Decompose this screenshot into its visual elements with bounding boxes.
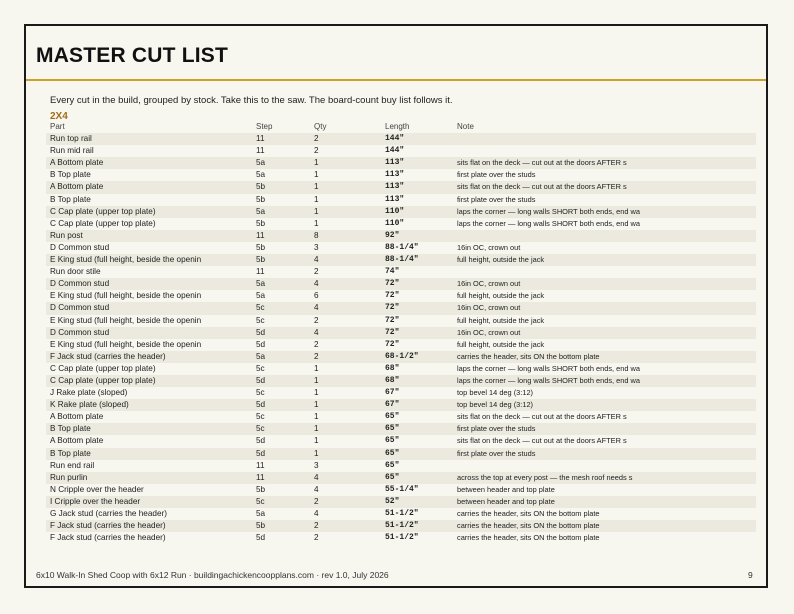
- cell-length: 72": [385, 279, 400, 289]
- cell-qty: 1: [314, 218, 319, 228]
- cell-step: 5d: [256, 327, 266, 337]
- cell-length: 113": [385, 194, 405, 204]
- cell-part: C Cap plate (upper top plate): [50, 363, 156, 373]
- cell-length: 72": [385, 327, 400, 337]
- cell-note: sits flat on the deck — cut out at the doors AFTER s: [457, 436, 627, 446]
- cell-step: 11: [256, 146, 265, 156]
- cell-length: 51-1/2": [385, 521, 419, 531]
- cell-step: 5a: [256, 509, 266, 518]
- cell-length: 65": [385, 460, 400, 470]
- cell-length: 110": [385, 218, 405, 228]
- cell-note: first plate over the studs: [457, 424, 536, 434]
- cell-note: carries the header, sits ON the bottom plate: [457, 351, 600, 361]
- cell-note: top bevel 14 deg (3:12): [457, 400, 534, 410]
- table-header-row: [46, 121, 756, 133]
- cell-qty: 4: [314, 279, 319, 289]
- cell-qty: 2: [314, 496, 319, 506]
- table-row: [46, 169, 756, 181]
- table-row: [46, 460, 756, 472]
- table-row: [46, 399, 756, 411]
- cell-part: B Top plate: [50, 170, 91, 180]
- cell-note: full height, outside the jack: [457, 315, 545, 325]
- cell-qty: 3: [314, 242, 319, 252]
- title-rule: [26, 79, 766, 81]
- cell-part: A Bottom plate: [50, 436, 104, 446]
- cell-step: 5d: [256, 448, 266, 458]
- cell-part: C Cap plate (upper top plate): [50, 206, 156, 216]
- column-header-step: Step: [256, 122, 273, 131]
- cell-qty: 2: [314, 315, 319, 325]
- cell-length: 51-1/2": [385, 509, 419, 518]
- cell-length: 72": [385, 339, 400, 349]
- table-row: [46, 254, 756, 266]
- cell-length: 65": [385, 436, 400, 446]
- cell-part: F Jack stud (carries the header): [50, 521, 166, 531]
- cell-part: E King stud (full height, beside the openin: [50, 315, 202, 325]
- table-row: [46, 411, 756, 423]
- cell-step: 5a: [256, 279, 266, 289]
- cell-step: 5c: [256, 424, 265, 434]
- cell-step: 5b: [256, 182, 266, 192]
- cell-qty: 2: [314, 339, 319, 349]
- cell-step: 5d: [256, 533, 266, 543]
- cell-step: 5c: [256, 496, 265, 506]
- cell-length: 113": [385, 158, 405, 168]
- cell-qty: 4: [314, 509, 319, 518]
- table-row: [46, 302, 756, 314]
- cell-qty: 1: [314, 182, 319, 192]
- cell-part: Run purlin: [50, 472, 88, 482]
- cell-note: carries the header, sits ON the bottom plate: [457, 509, 600, 518]
- cell-qty: 1: [314, 158, 319, 168]
- column-header-note: Note: [457, 122, 474, 131]
- cell-length: 110": [385, 206, 405, 216]
- cell-qty: 1: [314, 363, 319, 373]
- table-row: [46, 145, 756, 157]
- table-row: [46, 351, 756, 363]
- cell-step: 5c: [256, 315, 265, 325]
- cell-length: 88-1/4": [385, 255, 419, 265]
- cell-step: 5c: [256, 412, 265, 422]
- cell-length: 65": [385, 412, 400, 422]
- table-row: [46, 230, 756, 242]
- cell-qty: 2: [314, 134, 319, 144]
- cell-part: E King stud (full height, beside the openin: [50, 255, 202, 265]
- cell-note: laps the corner — long walls SHORT both ends, end wa: [457, 363, 640, 373]
- table-row: [46, 508, 756, 520]
- table-row: [46, 496, 756, 508]
- cell-step: 5d: [256, 339, 266, 349]
- cell-part: N Cripple over the header: [50, 484, 144, 494]
- cell-length: 68": [385, 363, 400, 373]
- cell-step: 5b: [256, 484, 266, 494]
- cell-qty: 3: [314, 460, 319, 470]
- cell-note: top bevel 14 deg (3:12): [457, 388, 534, 398]
- table-row: [46, 327, 756, 339]
- cell-step: 5d: [256, 436, 266, 446]
- section-heading: 2X4: [50, 111, 68, 122]
- cell-qty: 2: [314, 521, 319, 531]
- cell-part: J Rake plate (sloped): [50, 388, 128, 398]
- table-row: [46, 315, 756, 327]
- cell-note: across the top at every post — the mesh roof needs s: [457, 472, 633, 482]
- cell-length: 51-1/2": [385, 533, 419, 543]
- cell-length: 72": [385, 303, 400, 313]
- table-row: [46, 484, 756, 496]
- cell-length: 113": [385, 182, 405, 192]
- cell-note: full height, outside the jack: [457, 339, 545, 349]
- page-title: MASTER CUT LIST: [36, 44, 228, 67]
- cell-step: 5a: [256, 351, 266, 361]
- table-row: [46, 266, 756, 278]
- table-row: [46, 181, 756, 193]
- table-row: [46, 218, 756, 230]
- cell-qty: 4: [314, 255, 319, 265]
- cell-note: first plate over the studs: [457, 194, 536, 204]
- cell-part: G Jack stud (carries the header): [50, 509, 167, 518]
- cell-part: D Common stud: [50, 303, 110, 313]
- cell-qty: 2: [314, 351, 319, 361]
- cell-step: 5b: [256, 218, 266, 228]
- cell-note: carries the header, sits ON the bottom plate: [457, 521, 600, 531]
- cell-qty: 2: [314, 267, 319, 277]
- cell-part: Run end rail: [50, 460, 95, 470]
- cell-length: 65": [385, 472, 400, 482]
- cell-note: full height, outside the jack: [457, 255, 545, 265]
- column-header-qty: Qty: [314, 122, 327, 131]
- cell-part: B Top plate: [50, 448, 91, 458]
- cell-qty: 1: [314, 448, 319, 458]
- table-row: [46, 472, 756, 484]
- table-row: [46, 206, 756, 218]
- cell-step: 5b: [256, 194, 266, 204]
- cell-note: 16in OC, crown out: [457, 327, 521, 337]
- cell-length: 92": [385, 230, 400, 240]
- cell-length: 67": [385, 388, 400, 398]
- footer-text: 6x10 Walk-In Shed Coop with 6x12 Run · buildingachickencoopplans.com · rev 1.0, July 2026: [36, 570, 389, 580]
- cell-qty: 8: [314, 230, 319, 240]
- cell-step: 11: [256, 460, 265, 470]
- cell-length: 55-1/4": [385, 484, 419, 494]
- column-header-length: Length: [385, 122, 410, 131]
- cell-length: 144": [385, 146, 405, 156]
- table-row: [46, 133, 756, 145]
- cell-note: 16in OC, crown out: [457, 303, 521, 313]
- cell-step: 5a: [256, 206, 266, 216]
- cell-part: Run mid rail: [50, 146, 94, 156]
- cell-length: 52": [385, 496, 400, 506]
- cell-note: laps the corner — long walls SHORT both ends, end wa: [457, 375, 640, 385]
- cell-note: sits flat on the deck — cut out at the doors AFTER s: [457, 158, 627, 168]
- cell-part: C Cap plate (upper top plate): [50, 218, 156, 228]
- cell-note: carries the header, sits ON the bottom plate: [457, 533, 600, 543]
- cell-qty: 1: [314, 436, 319, 446]
- cell-part: A Bottom plate: [50, 182, 104, 192]
- cell-step: 5c: [256, 303, 265, 313]
- cell-note: laps the corner — long walls SHORT both ends, end wa: [457, 218, 640, 228]
- cell-qty: 1: [314, 375, 319, 385]
- cell-part: Run post: [50, 230, 83, 240]
- column-header-part: Part: [50, 122, 65, 131]
- cell-step: 5a: [256, 158, 266, 168]
- cell-qty: 4: [314, 472, 319, 482]
- cell-qty: 4: [314, 327, 319, 337]
- cell-step: 11: [256, 230, 265, 240]
- table-row: [46, 290, 756, 302]
- cell-note: between header and top plate: [457, 496, 555, 506]
- cell-part: Run door stile: [50, 267, 101, 277]
- cell-note: sits flat on the deck — cut out at the doors AFTER s: [457, 182, 627, 192]
- cell-step: 5b: [256, 255, 266, 265]
- cell-qty: 1: [314, 400, 319, 410]
- cell-part: B Top plate: [50, 194, 91, 204]
- cell-qty: 6: [314, 291, 319, 301]
- cell-qty: 4: [314, 484, 319, 494]
- cell-length: 68": [385, 375, 400, 385]
- cell-step: 5a: [256, 170, 266, 180]
- cell-step: 5d: [256, 375, 266, 385]
- cell-note: first plate over the studs: [457, 448, 536, 458]
- cell-length: 72": [385, 291, 400, 301]
- table-row: [46, 532, 756, 544]
- cut-list-table: [46, 121, 756, 544]
- table-row: [46, 375, 756, 387]
- cell-step: 11: [256, 472, 265, 482]
- cell-qty: 2: [314, 533, 319, 543]
- table-row: [46, 363, 756, 375]
- table-row: [46, 448, 756, 460]
- cell-step: 5b: [256, 242, 266, 252]
- cell-length: 68-1/2": [385, 351, 419, 361]
- cell-note: 16in OC, crown out: [457, 279, 521, 289]
- cell-length: 65": [385, 448, 400, 458]
- intro-text: Every cut in the build, grouped by stock. Take this to the saw. The board-count buy list follows it.: [50, 95, 453, 106]
- table-row: [46, 423, 756, 435]
- table-row: [46, 278, 756, 290]
- cell-part: D Common stud: [50, 279, 110, 289]
- cell-length: 72": [385, 315, 400, 325]
- cell-part: E King stud (full height, beside the openin: [50, 339, 202, 349]
- cell-part: I Cripple over the header: [50, 496, 141, 506]
- cell-note: between header and top plate: [457, 484, 555, 494]
- cell-length: 67": [385, 400, 400, 410]
- table-row: [46, 387, 756, 399]
- cell-length: 113": [385, 170, 405, 180]
- cell-note: laps the corner — long walls SHORT both ends, end wa: [457, 206, 640, 216]
- cell-length: 88-1/4": [385, 242, 419, 252]
- cell-qty: 4: [314, 303, 319, 313]
- cell-note: sits flat on the deck — cut out at the doors AFTER s: [457, 412, 627, 422]
- cell-part: K Rake plate (sloped): [50, 400, 129, 410]
- page-number: 9: [748, 570, 753, 580]
- cell-step: 5c: [256, 363, 265, 373]
- cell-part: D Common stud: [50, 242, 110, 252]
- cell-note: first plate over the studs: [457, 170, 536, 180]
- table-row: [46, 339, 756, 351]
- cell-qty: 1: [314, 412, 319, 422]
- cell-part: B Top plate: [50, 424, 91, 434]
- table-row: [46, 194, 756, 206]
- table-row: [46, 435, 756, 447]
- cell-step: 5a: [256, 291, 266, 301]
- table-body: [46, 133, 756, 544]
- cell-part: D Common stud: [50, 327, 110, 337]
- cell-qty: 1: [314, 424, 319, 434]
- cell-step: 11: [256, 267, 265, 277]
- cell-part: E King stud (full height, beside the openin: [50, 291, 202, 301]
- table-row: [46, 242, 756, 254]
- cell-length: 74": [385, 267, 400, 277]
- cell-qty: 2: [314, 146, 319, 156]
- table-row: [46, 157, 756, 169]
- cell-part: C Cap plate (upper top plate): [50, 375, 156, 385]
- cell-step: 11: [256, 134, 265, 144]
- cell-step: 5c: [256, 388, 265, 398]
- cell-part: A Bottom plate: [50, 412, 104, 422]
- cell-qty: 1: [314, 388, 319, 398]
- cell-length: 65": [385, 424, 400, 434]
- cell-note: full height, outside the jack: [457, 291, 545, 301]
- cell-qty: 1: [314, 170, 319, 180]
- cell-part: F Jack stud (carries the header): [50, 533, 166, 543]
- cell-part: Run top rail: [50, 134, 92, 144]
- cell-qty: 1: [314, 194, 319, 204]
- cell-qty: 1: [314, 206, 319, 216]
- cell-step: 5d: [256, 400, 266, 410]
- table-row: [46, 520, 756, 532]
- cell-step: 5b: [256, 521, 266, 531]
- cell-part: A Bottom plate: [50, 158, 104, 168]
- cell-note: 16in OC, crown out: [457, 242, 521, 252]
- cell-length: 144": [385, 134, 405, 144]
- cell-part: F Jack stud (carries the header): [50, 351, 166, 361]
